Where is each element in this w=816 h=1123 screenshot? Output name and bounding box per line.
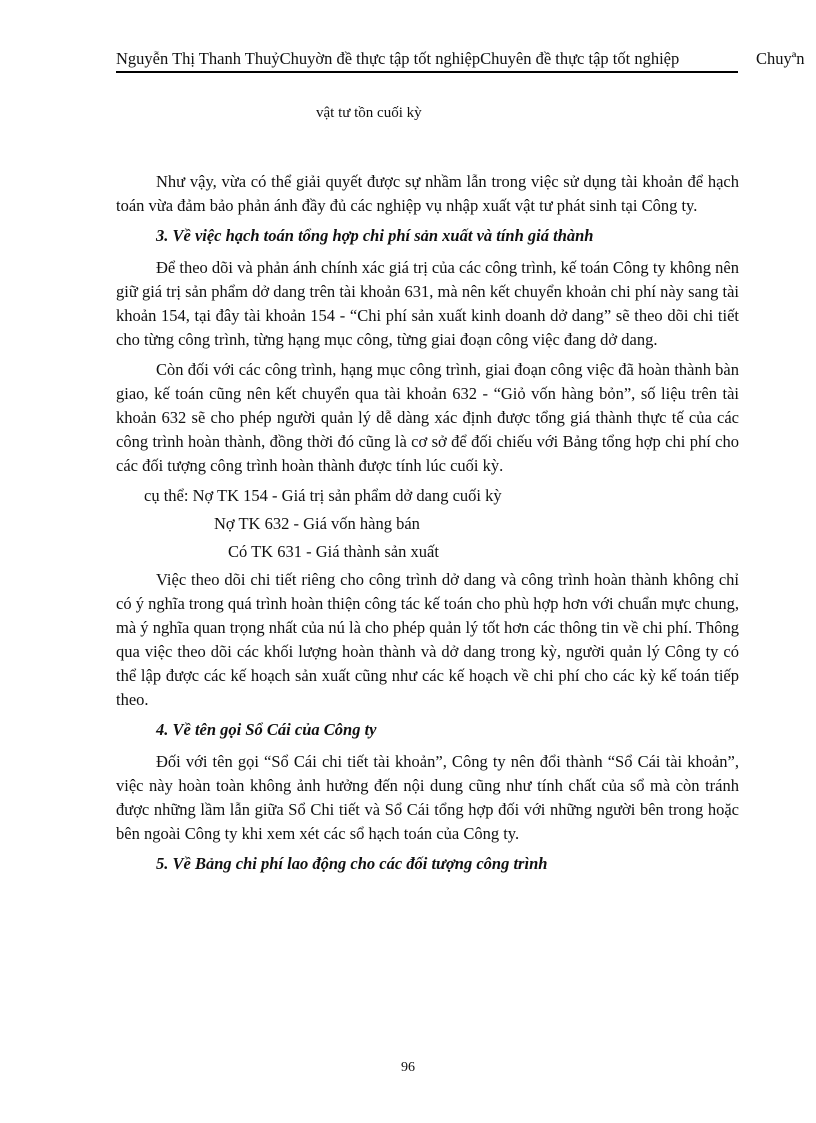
paragraph-2: Để theo dõi và phản ánh chính xác giá trị của các công trình, kế toán Công ty không nên giữ giá trị sản phẩm dở dang trên tài khoản 631, mà nên kết chuyển khoản chi phí này sang tài khoản 154, tại đây tài khoản 154 - “Chi phí sản xuất kinh doanh dở dang” sẽ theo dõi chi tiết cho từng công trình, từng hạng mục công, từng giai đoạn công việc đang dở dang. xyxy=(116,258,739,349)
paragraph-1: Như vậy, vừa có thể giải quyết được sự nhầm lẫn trong việc sử dụng tài khoản để hạch toán vừa đảm bảo phản ánh đầy đủ các nghiệp vụ nhập xuất vật tư phát sinh tại Công ty. xyxy=(116,172,739,215)
header-title: Nguyễn Thị Thanh ThuỷChuyờn đề thực tập tốt nghiệpChuyên đề thực tập tốt nghiệp xyxy=(116,49,680,68)
document-body xyxy=(116,170,739,884)
section-heading-4: 4. Về tên gọi Sổ Cái của Công ty xyxy=(156,720,377,739)
section-heading-5: 5. Về Bảng chi phí lao động cho các đối tượng công trình xyxy=(156,854,548,873)
header-right-text: Chuyªn xyxy=(756,49,805,68)
paragraph-3: Còn đối với các công trình, hạng mục công trình, giai đoạn công việc đã hoàn thành bàn giao, kế toán cũng nên kết chuyển qua tài khoản 632 - “Giỏ vốn hàng bỏn”, số liệu trên tài khoản 632 sẽ cho phép người quản lý dễ dàng xác định được tổng giá thành thực tế của các công trình hoàn thành, đồng thời đó cũng là cơ sở để đối chiếu với Bảng tổng hợp chi phí cho các đối tượng công trình hoàn thành được tính lúc cuối kỳ. xyxy=(116,360,739,475)
journal-entry-credit-631: Có TK 631 - Giá thành sản xuất xyxy=(228,542,439,561)
paragraph-4: Việc theo dõi chi tiết riêng cho công trình dở dang và công trình hoàn thành không chỉ có ý nghĩa trong quá trình hoàn thiện công tác kế toán cho phù hợp hơn với chuẩn mực chung, mà ý nghĩa quan trọng nhất của nú là cho phép quản lý tốt hơn các thông tin về chi phí. Thông qua việc theo dõi các khối lượng hoàn thành và dở dang trong kỳ, người quản lý Công ty có thể lập được các kế hoạch sản xuất cũng như các kế hoạch về chi phí cho các kỳ kế toán tiếp theo. xyxy=(116,570,739,709)
page-header xyxy=(116,46,816,76)
journal-entry-debit-632: Nợ TK 632 - Giá vốn hàng bán xyxy=(214,514,420,533)
journal-entry-debit-154: cụ thể: Nợ TK 154 - Giá trị sản phẩm dở dang cuối kỳ xyxy=(144,486,502,505)
paragraph-5: Đối với tên gọi “Sổ Cái chi tiết tài khoản”, Công ty nên đổi thành “Sổ Cái tài khoản”, việc này hoàn toàn không ảnh hưởng đến nội dung cũng như tính chất của sổ mà còn tránh được những lầm lẫn giữa Sổ Chi tiết và Sổ Cái tổng hợp đối với những người bên trong hoặc bên ngoài Công ty khi xem xét các sổ hạch toán của Công ty. xyxy=(116,752,739,843)
continuation-line: vật tư tồn cuối kỳ xyxy=(316,105,422,121)
page-number: 96 xyxy=(401,1060,415,1075)
section-heading-3: 3. Về việc hạch toán tổng hợp chi phí sản xuất và tính giá thành xyxy=(156,226,594,245)
header-underline xyxy=(116,71,738,73)
